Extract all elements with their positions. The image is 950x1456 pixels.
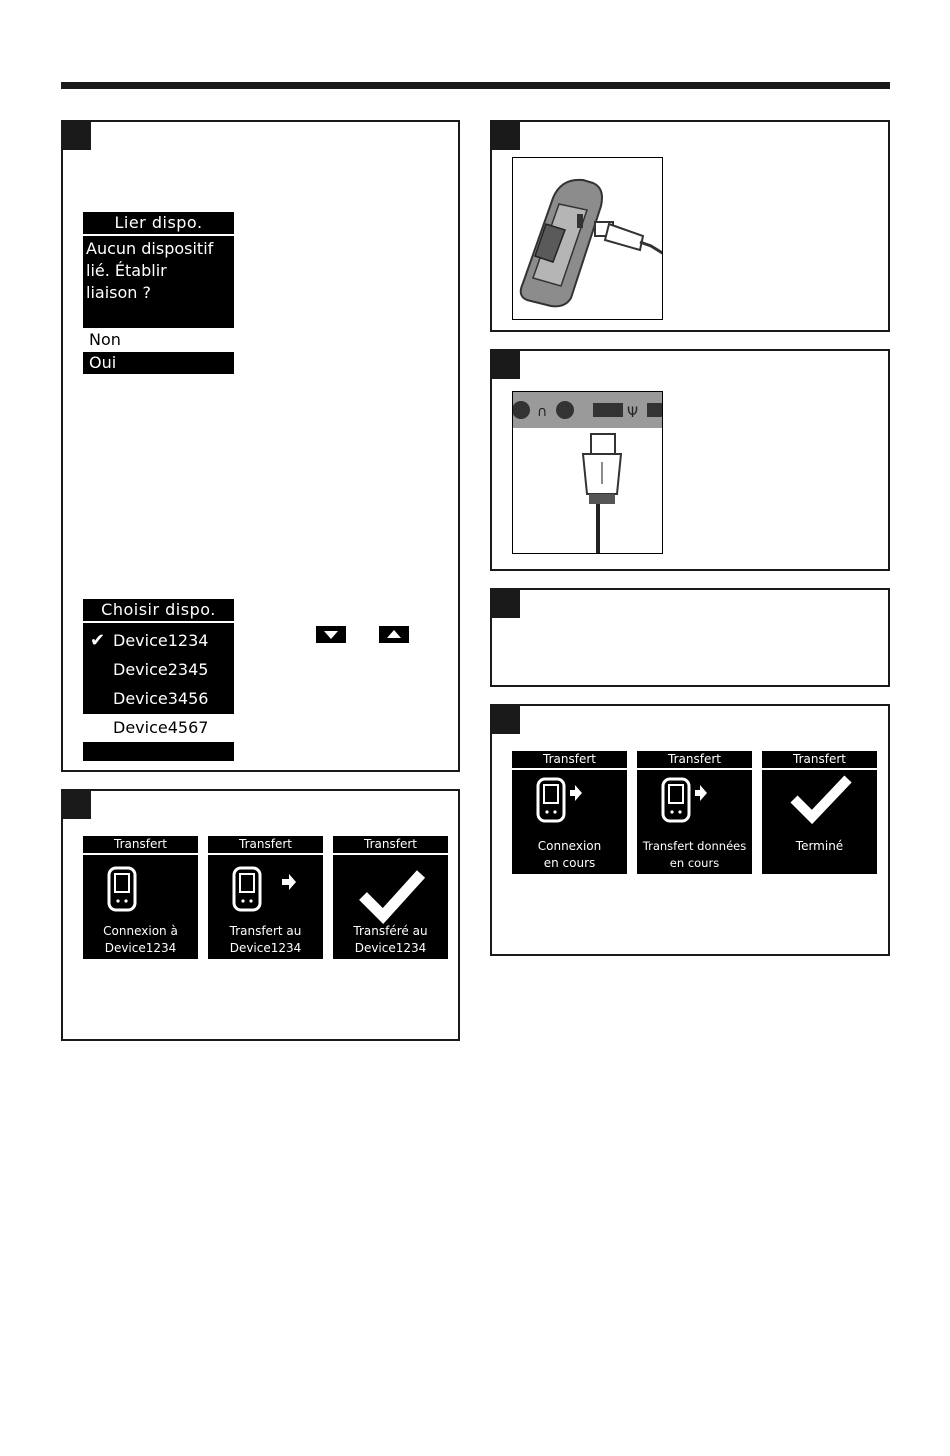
option-yes[interactable]: Oui — [83, 352, 234, 374]
meter-usb-illustration — [512, 157, 663, 320]
checkmark-icon: ✔ — [90, 630, 106, 651]
step-marker — [491, 589, 520, 618]
step-marker — [491, 121, 520, 150]
panel-step-text — [490, 588, 890, 687]
computer-usb-illustration — [512, 391, 663, 554]
step-marker — [491, 350, 520, 379]
panel-link-device — [61, 120, 460, 772]
transfer-screen-1: Transfert Connexion à Device1234 — [83, 836, 198, 959]
device-item-3[interactable]: Device3456 — [113, 689, 209, 708]
svg-text:Ψ: Ψ — [627, 405, 639, 421]
link-device-screen — [83, 212, 234, 374]
device-item-1[interactable]: ✔ Device1234 — [83, 627, 234, 655]
transfer-screen-3: Transfert Transféré au Device1234 — [333, 836, 448, 959]
svg-text:∩: ∩ — [537, 404, 548, 420]
header-rule — [61, 82, 890, 89]
step-marker — [491, 705, 520, 734]
panel-transfer-left — [61, 789, 460, 1041]
screen-title: Choisir dispo. — [83, 599, 234, 623]
screen-title: Lier dispo. — [83, 212, 234, 236]
step-marker — [62, 790, 91, 819]
transfer-screen-6: Transfert Terminé — [762, 751, 877, 874]
step-marker — [62, 121, 91, 150]
device-item-4[interactable]: Device4567 — [83, 714, 234, 742]
transfer-screen-4: Transfert Connexion en cours — [512, 751, 627, 874]
transfer-screen-5: Transfert Transfert données en cours — [637, 751, 752, 874]
down-triangle-icon — [316, 626, 346, 643]
option-no[interactable]: Non — [83, 326, 234, 352]
device-item-2[interactable]: Device2345 — [113, 660, 209, 679]
screen-message: Aucun dispositif lié. Établir liaison ? — [86, 239, 214, 302]
panel-meter-usb — [490, 120, 890, 332]
transfer-screen-2: Transfert Transfert au Device1234 — [208, 836, 323, 959]
panel-computer-usb — [490, 349, 890, 571]
up-triangle-icon — [379, 626, 409, 643]
choose-device-screen — [83, 599, 234, 761]
panel-transfer-right — [490, 704, 890, 956]
